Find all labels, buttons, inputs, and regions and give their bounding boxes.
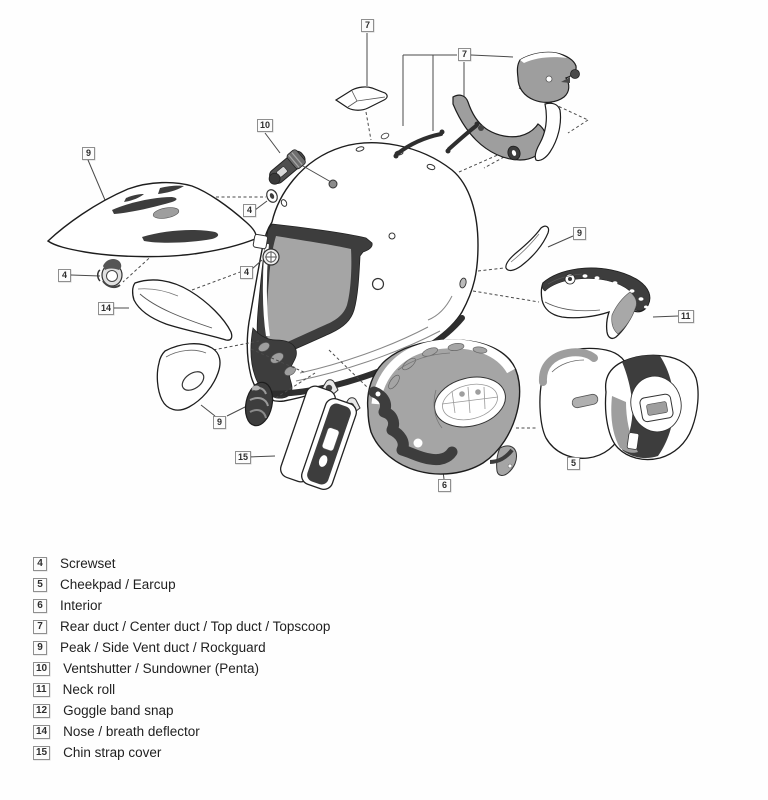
legend-number-badge: 6: [33, 599, 47, 613]
legend-row-peak: [33, 637, 330, 658]
legend-label: Interior: [60, 598, 103, 613]
callout-rockguard: 9: [213, 416, 226, 429]
callout-chin-strap-cover: 15: [235, 451, 251, 464]
legend-label: Cheekpad / Earcup: [60, 577, 176, 592]
callout-interior: 6: [438, 479, 451, 492]
parts-legend: [33, 553, 330, 763]
legend-row-rear-duct: [33, 616, 330, 637]
legend-row-nose-deflector: [33, 721, 330, 742]
legend-row-screwset: [33, 553, 330, 574]
legend-number-badge: 11: [33, 683, 50, 697]
callout-top-duct: 7: [361, 19, 374, 32]
callout-cheekpad: 5: [567, 457, 580, 470]
legend-row-chin-strap-cover: [33, 742, 330, 763]
peak-screw-tab: [253, 234, 268, 249]
legend-number-badge: 7: [33, 620, 47, 634]
callout-nose-deflector: 14: [98, 302, 114, 315]
goggle-band-snap-button: [373, 279, 384, 290]
nose-deflector: [133, 280, 232, 340]
legend-label: Chin strap cover: [63, 745, 162, 760]
peak-visor: [48, 183, 268, 257]
callout-screwset-grommet: 4: [243, 204, 256, 217]
callout-side-vent-duct: 9: [573, 227, 586, 240]
legend-row-ventshutter: [33, 658, 330, 679]
legend-row-neck-roll: [33, 679, 330, 700]
legend-label: Neck roll: [62, 682, 116, 697]
legend-label: Goggle band snap: [63, 703, 174, 718]
callout-screwset-clip: 4: [58, 269, 71, 282]
legend-label: Screwset: [60, 556, 116, 571]
legend-number-badge: 14: [33, 725, 50, 739]
legend-number-badge: 4: [33, 557, 47, 571]
rear-duct-assembly: [380, 52, 579, 161]
interior-liner: [368, 340, 520, 476]
top-duct: [336, 87, 387, 110]
cheekpads: [540, 348, 698, 459]
legend-number-badge: 15: [33, 746, 50, 760]
legend-row-goggle-band-snap: [33, 700, 330, 721]
legend-number-badge: 5: [33, 578, 47, 592]
callout-ventshutter: 10: [257, 119, 273, 132]
callout-peak: 9: [82, 147, 95, 160]
legend-label: Ventshutter / Sundowner (Penta): [63, 661, 259, 676]
legend-row-cheekpad: [33, 574, 330, 595]
rockguard: [157, 344, 220, 410]
neck-roll: [541, 268, 649, 338]
callout-neck-roll: 11: [678, 310, 694, 323]
legend-number-badge: 12: [33, 704, 50, 718]
callout-screwset-pivot: 4: [240, 266, 253, 279]
legend-number-badge: 9: [33, 641, 47, 655]
callout-rear-duct: 7: [458, 48, 471, 61]
legend-label: Peak / Side Vent duct / Rockguard: [60, 640, 266, 655]
side-vent-duct: [506, 226, 549, 270]
legend-label: Rear duct / Center duct / Top duct / Topscoop: [60, 619, 331, 634]
legend-row-interior: [33, 595, 330, 616]
legend-label: Nose / breath deflector: [63, 724, 200, 739]
legend-number-badge: 10: [33, 662, 50, 676]
